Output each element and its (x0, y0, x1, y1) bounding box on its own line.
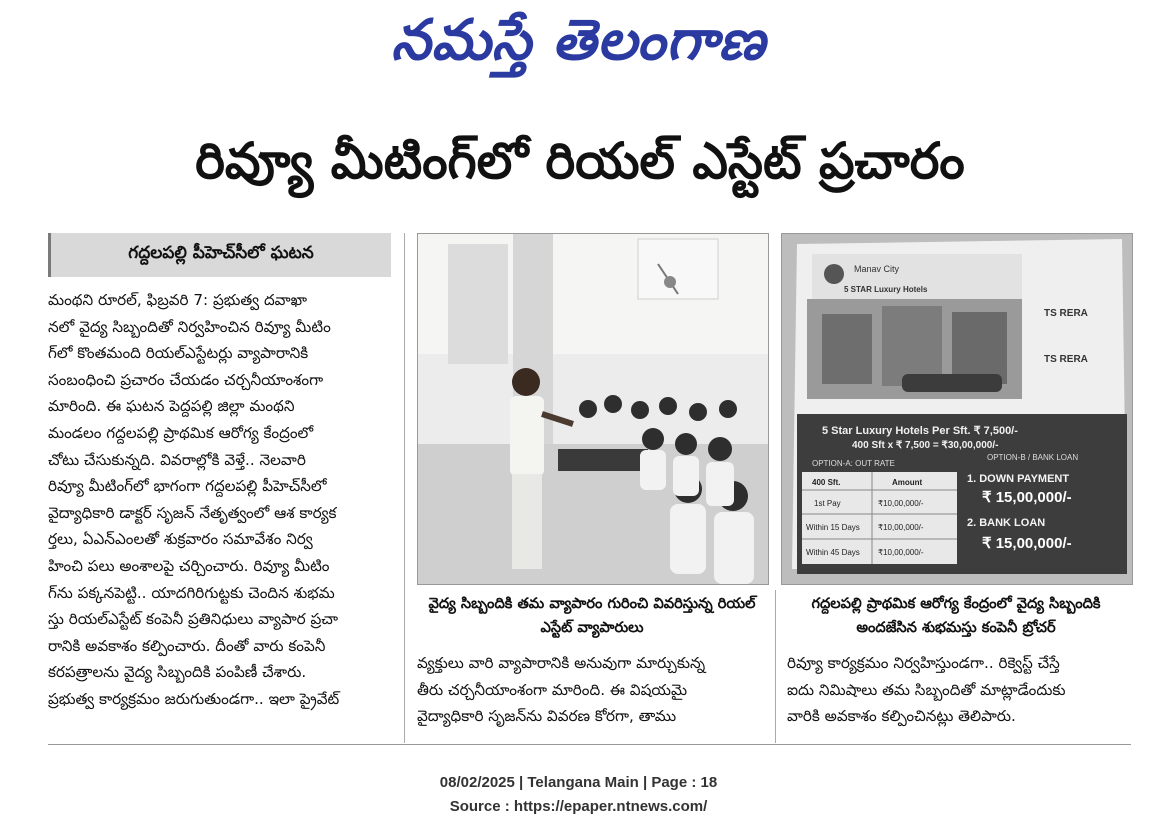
article-text-line: వ్యక్తులు వారి వ్యాపారానికి అనువుగా మార్చుకున్న (417, 654, 706, 672)
article-column-3 (787, 650, 1131, 730)
brochure-subline: 400 Sft x ₹ 7,500 = ₹30,00,000/- (852, 440, 999, 451)
table-row-3-label: Within 45 Days (806, 548, 860, 557)
page-bottom-rule (48, 744, 1131, 745)
brochure-brand: Manav City (854, 264, 900, 274)
down-payment-label: 1. DOWN PAYMENT (967, 473, 1070, 485)
brochure-photo-illustration (782, 234, 1132, 584)
article-text-line: రానికి అవకాశం కల్పించారు. దీంతో వారు కంపెనీ (48, 636, 326, 655)
article-text-line: కరపత్రాలను వైద్య సిబ్బందికి పంపిణీ చేశారు. (48, 663, 307, 682)
article-text-line: రివ్యూ కార్యక్రమం నిర్వహిస్తుండగా.. రిక్వెస్ట్ చేస్తే (787, 654, 1060, 672)
brochure-photo (781, 233, 1133, 585)
bank-loan-value: ₹ 15,00,000/- (982, 535, 1072, 552)
column-divider (775, 590, 776, 743)
article-text-line: ర్తలు, ఏఎన్‌ఎంలతో శుక్రవారం సమావేశం నిర్వ (48, 530, 313, 549)
rera-badge-1: TS RERA (1044, 308, 1088, 319)
article-column-2 (417, 650, 763, 730)
table-header-area: 400 Sft. (812, 478, 841, 487)
article-text-line: ప్రభుత్వ కార్యక్రమం జరుగుతుండగా.. ఇలా ప్రైవేట్ (48, 689, 340, 708)
article-text-line: వారికి అవకాశం కల్పించినట్లు తెలిపారు. (787, 707, 1016, 726)
brochure-tagline: 5 STAR Luxury Hotels (844, 285, 928, 294)
article-headline: రివ్యూ మీటింగ్‌లో రియల్ ఎస్టేట్ ప్రచారం (195, 132, 965, 190)
down-payment-value: ₹ 15,00,000/- (982, 489, 1072, 506)
article-text-line: మంథని రూరల్, ఫిబ్రవరి 7: ప్రభుత్వ దవాఖా (48, 291, 307, 309)
meeting-photo (417, 233, 769, 585)
article-text-line: మండలం గద్దలపల్లి ప్రాథమిక ఆరోగ్య కేంద్రంలో (48, 423, 314, 442)
newspaper-masthead: నమస్తే తెలంగాణ (391, 7, 766, 73)
article-text-line: స్తు రియల్‌ఎస్టేట్ కంపెనీ ప్రతినిధులు వ్యాపార ప్రచా (48, 610, 339, 629)
footer-edition-line: 08/02/2025 | Telangana Main | Page : 18 (439, 774, 718, 791)
article-text-line: గ్‌లో కొంతమంది రియల్‌ఎస్టేటర్లు వ్యాపారానికి (48, 344, 309, 363)
article-text-line: రివ్యూ మీటింగ్‌లో భాగంగా గద్దలపల్లి పీహెచ్‌సీలో (48, 477, 327, 496)
table-row-3-amount: ₹10,00,000/- (878, 548, 924, 557)
table-row-2-label: Within 15 Days (806, 523, 860, 532)
option-b-label: OPTION-B / BANK LOAN (987, 453, 1079, 462)
meeting-photo-illustration (418, 234, 768, 584)
brochure-headline: 5 Star Luxury Hotels Per Sft. ₹ 7,500/- (822, 425, 1018, 437)
article-text-line: మారింది. ఈ ఘటన పెద్దపల్లి జిల్లా మంథని (48, 397, 295, 416)
article-text-line: వైద్యాధికారి సృజన్‌ను వివరణ కోరగా, తాము (417, 707, 677, 726)
article-column-1 (48, 287, 391, 713)
article-text-line: సంబంధించి ప్రచారం చేయడం చర్చనీయాంశంగా (48, 370, 324, 389)
article-text-line: నలో వైద్య సిబ్బందితో నిర్వహించిన రివ్యూ మీటిం (48, 317, 331, 336)
article-text-line: వైద్యాధికారి డాక్టర్ సృజన్ నేతృత్వంలో ఆశ కార్యక (48, 503, 337, 522)
column-divider (404, 233, 405, 743)
bank-loan-label: 2. BANK LOAN (967, 517, 1046, 529)
table-row-1-label: 1st Pay (814, 499, 841, 508)
footer-source-line: Source : https://epaper.ntnews.com/ (449, 798, 708, 815)
table-header-amount: Amount (892, 478, 923, 487)
article-text-line: చోటు చేసుకున్నది. వివరాల్లోకి వెళ్తే.. నెలవారి (48, 450, 306, 469)
rera-badge-2: TS RERA (1044, 354, 1088, 365)
meeting-photo-caption: వైద్య సిబ్బందికి తమ వ్యాపారం గురించి వివరిస్తున్న రియల్ ఎస్టేట్ వ్యాపారులు (428, 595, 756, 636)
table-row-1-amount: ₹10,00,000/- (878, 499, 924, 508)
article-text-line: గ్‌ను పక్కనపెట్టి.. యాదగిరిగుట్టకు చెందిన శుభమ (48, 583, 335, 602)
article-text-line: హించి పలు అంశాలపై చర్చించారు. రివ్యూ మీటిం (48, 556, 330, 575)
article-subhead: గద్దలపల్లి పీహెచ్‌సీలో ఘటన (48, 233, 391, 277)
article-text-line: తీరు చర్చనీయాంశంగా మారింది. ఈ విషయమై (417, 680, 688, 699)
article-text-line: ఐదు నిమిషాలు తమ సిబ్బందితో మాట్లాడేందుకు (787, 680, 1066, 699)
brochure-photo-caption: గద్దలపల్లి ప్రాథమిక ఆరోగ్య కేంద్రంలో వైద్య సిబ్బందికి అందజేసిన శుభమస్తు కంపెనీ బ్రోచర్ (811, 595, 1101, 636)
table-row-2-amount: ₹10,00,000/- (878, 523, 924, 532)
option-a-label: OPTION-A: OUT RATE (812, 459, 895, 468)
